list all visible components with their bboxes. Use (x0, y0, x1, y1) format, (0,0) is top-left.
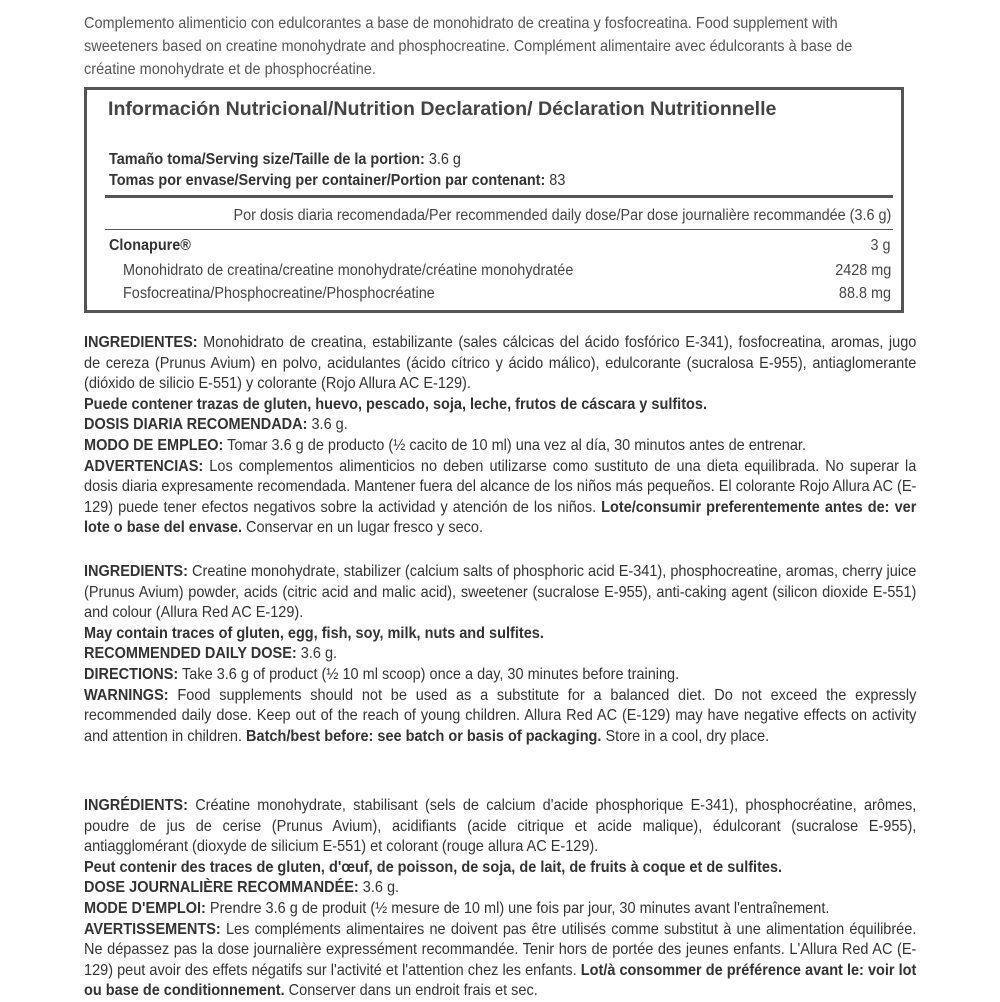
serving-size-label: Tamaño toma/Serving size/Taille de la portion: (109, 151, 425, 168)
warnings-text: Food supplements should not be used as a substitute for a balanced diet. Do not exceed the expressly recommended daily dose. Keep out of the reach of young children. Allura Red AC (E-129) may have negative effects on activity and attention in children. (84, 686, 917, 745)
warnings-label: AVERTISSEMENTS: (84, 920, 221, 938)
directions-text: Take 3.6 g of product (½ 10 ml scoop) once a day, 30 minutes before training. (178, 665, 680, 683)
nutrient-value: 3 g (870, 237, 891, 254)
dose-text: 3.6 g. (307, 416, 348, 434)
dose-label: DOSIS DIARIA RECOMENDADA: (84, 416, 308, 434)
ingredients-label: INGREDIENTS: (84, 563, 188, 580)
ingredients-label: INGREDIENTES: (84, 334, 198, 351)
allergens-line: May contain traces of gluten, egg, fish, soy, milk, nuts and sulfites. (84, 624, 544, 642)
dose-line (84, 415, 916, 436)
nutrient-row (109, 260, 891, 282)
dose-text: 3.6 g. (358, 879, 400, 897)
product-description: Complemento alimenticio con edulcorantes a base de monohidrato de creatina y fosfocreatina. Food supplement with sweeteners based on creatine monohydrate and phosphocreatine. Complément alimentaire avec édulcorants à base de créatine monohydrate et de phosphocréatine. (84, 15, 853, 78)
directions-label: DIRECTIONS: (84, 665, 179, 683)
section-spanish (84, 333, 916, 539)
nutrient-label: Fosfocreatina/Phosphocreatine/Phosphocréatine (123, 285, 435, 302)
nutrient-label: Clonapure® (109, 237, 191, 254)
dose-line (84, 878, 916, 899)
warnings-label: ADVERTENCIAS: (84, 457, 204, 475)
dose-text: 3.6 g. (296, 645, 338, 663)
ingredients-paragraph (84, 796, 916, 858)
serving-size-value: 3.6 g (428, 151, 461, 168)
warnings-paragraph (84, 920, 916, 1002)
batch-label: Lote/consumir preferentemente antes de: ver lote o base del envase. (84, 498, 917, 537)
ingredients-text: Créatine monohydrate, stabilisant (sels de calcium d'acide phosphorique E-341), phosphocréatine, arômes, poudre de jus de cerise (Prunus Avium), acidifiants (acide citrique et acide malique), édulcorant (sucralose E-955), antiagglomérant (dioxyde de silicium E-551) et colorant (rouge allura AC E-129). (84, 797, 917, 856)
warnings-paragraph (84, 686, 916, 748)
dose-label: DOSE JOURNALIÈRE RECOMMANDÉE: (84, 879, 359, 897)
warnings-paragraph (84, 457, 916, 539)
warnings-text: Les compléments alimentaires ne doivent pas être utilisés comme substitut à une alimentation équilibrée. Ne dépassez pas la dose journalière expressément recommandée. Tenir hors de portée des jeunes enfants. L'Allura Red AC (E-129) peut avoir des effets négatifs sur l'activité et l'attention chez les enfants. (84, 920, 917, 979)
ingredients-text: Creatine monohydrate, stabilizer (calcium salts of phosphoric acid E-341), phosphocreatine, aromas, cherry juice (Prunus Avium) powder, acids (citric acid and malic acid), sweetener (sucralose E-955), anti-caking agent (silicon dioxide E-551) and colour (Allura Red AC E-129). (84, 563, 917, 622)
directions-label: MODO DE EMPLEO: (84, 436, 224, 454)
directions-label: MODE D'EMPLOI: (84, 899, 206, 917)
ingredients-paragraph (84, 562, 916, 624)
servings-label: Tomas por envase/Serving per container/Portion par contenant: (109, 172, 546, 189)
batch-label: Lot/à consommer de préférence avant le: voir lot ou base de conditionnement. (84, 961, 917, 1000)
nutrient-row (109, 283, 891, 305)
directions-line (84, 436, 916, 457)
nutrient-row (109, 235, 891, 257)
dose-header: Por dosis diaria recomendada/Per recommended daily dose/Par dose journalière recommandée (3.6 g) (233, 207, 891, 224)
nutrient-label: Monohidrato de creatina/creatine monohydrate/créatine monohydratée (123, 262, 574, 279)
dose-label: RECOMMENDED DAILY DOSE: (84, 645, 297, 663)
directions-text: Tomar 3.6 g de producto (½ cacito de 10 ml) una vez al día, 30 minutos antes de entrenar. (223, 436, 806, 454)
warnings-text: Los complementos alimenticios no deben utilizarse como sustituto de una dieta equilibrada. No superar la dosis diaria expresamente recomendada. Mantener fuera del alcance de los niños más pequeños. El colorante Rojo Allura AC (E-129) puede tener efectos negativos sobre la actividad y atención de los niños. (84, 457, 917, 516)
storage-text: Store in a cool, dry place. (601, 727, 770, 745)
nutrition-title: Información Nutricional/Nutrition Declaration/ Déclaration Nutritionnelle (108, 98, 777, 120)
storage-text: Conservar en un lugar fresco y seco. (241, 519, 483, 537)
allergens-line: Puede contener trazas de gluten, huevo, pescado, soja, leche, frutos de cáscara y sulfitos. (84, 395, 707, 413)
ingredients-label: INGRÉDIENTS: (84, 797, 188, 814)
batch-label: Batch/best before: see batch or basis of packaging. (246, 727, 602, 745)
ingredients-text: Monohidrato de creatina, estabilizante (sales cálcicas del ácido fosfórico E-341), fosfocreatina, aromas, jugo de cereza (Prunus Avium) en polvo, acidulantes (ácido cítrico y ácido málico), edulcorante (sucralosa E-955), antiaglomerante (dióxido de silicio E-551) y colorante (Rojo Allura AC E-129). (84, 334, 917, 393)
storage-text: Conserver dans un endroit frais et sec. (284, 982, 538, 1000)
nutrition-table (84, 87, 904, 313)
section-english (84, 562, 916, 747)
nutrient-value: 88.8 mg (838, 285, 891, 302)
section-french (84, 796, 916, 1002)
directions-text: Prendre 3.6 g de produit (½ mesure de 10 ml) une fois par jour, 30 minutes avant l'entraînement. (205, 899, 830, 917)
table-divider-thin (105, 229, 893, 230)
directions-line (84, 899, 916, 920)
dose-line (84, 644, 916, 665)
warnings-label: WARNINGS: (84, 686, 169, 704)
table-divider-thick (105, 195, 893, 198)
ingredients-paragraph (84, 333, 916, 395)
nutrient-value: 2428 mg (834, 262, 891, 279)
servings-per-container (109, 171, 565, 191)
servings-value: 83 (549, 172, 566, 189)
serving-size (109, 150, 461, 170)
allergens-line: Peut contenir des traces de gluten, d'œuf, de poisson, de soja, de lait, de fruits à coque et de sulfites. (84, 858, 783, 876)
directions-line (84, 665, 916, 686)
